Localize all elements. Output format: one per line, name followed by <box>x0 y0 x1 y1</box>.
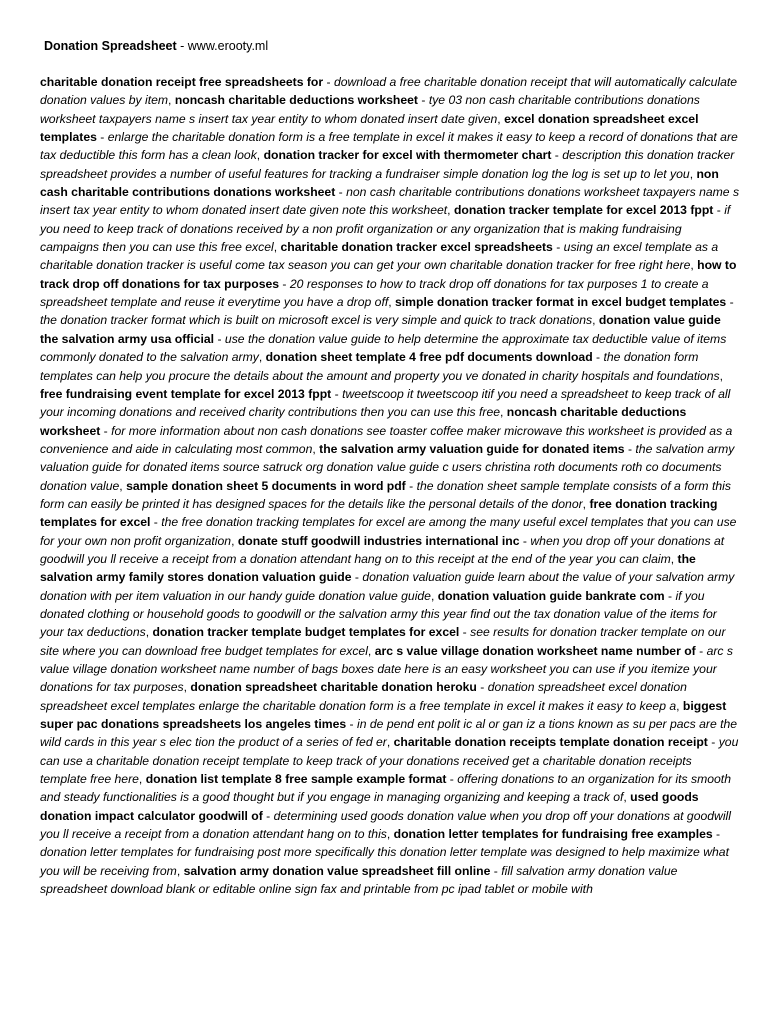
entry-title: donation tracker template budget templates for excel <box>152 625 460 640</box>
entry-title: simple donation tracker format in excel budget templates <box>395 295 727 310</box>
article-body <box>40 73 740 898</box>
entry-title: how to track drop off donations for tax purposes <box>40 258 737 291</box>
entry: donation spreadsheet charitable donation heroku - donation spreadsheet excel donation spreadsheet excel templates enlarge the charitable donation form is a free template in excel it makes it easy to keep a, <box>40 680 687 713</box>
entry-title: free fundraising event template for excel 2013 fppt <box>40 386 332 401</box>
entry-title: excel donation spreadsheet excel templates <box>40 111 699 145</box>
page-header <box>44 38 268 54</box>
entry-description: if you need to keep track of donations received by a non profit organization or any organization that is making fundraising campaigns then you can use this free excel <box>40 203 731 255</box>
entry-description: arc s value village donation worksheet name number of bags boxes date here is an easy worksheet you can use if you itemize your donations for tax purposes <box>40 643 733 695</box>
entry-title: donate stuff goodwill industries international inc <box>237 533 520 548</box>
entry-title: donation valuation guide bankrate com <box>437 588 665 603</box>
page-title: Donation Spreadsheet <box>44 39 177 53</box>
entry: donation tracker template for excel 2013 fppt - if you need to keep track of donations received by a non profit organization or any organization that is making fundraising campaigns then you can use this free excel, <box>40 203 731 255</box>
entry-description: tye 03 non cash charitable contributions donations worksheet taxpayers name s insert tax year entity to whom donated insert date given <box>40 93 700 126</box>
entry-description: fill salvation army donation value spreadsheet download blank or editable online sign fax and printable from pc ipad tablet or mobile with <box>40 863 678 897</box>
entry-description: when you drop off your donations at goodwill you ll receive a receipt from a donation attendant hang on to this receipt at the end of the year you can claim <box>40 533 725 566</box>
entry: donation valuation guide bankrate com - if you donated clothing or household goods to goodwill or the salvation army this year find out the tax donation value of the items for your tax deductions, <box>40 588 717 640</box>
entry-title: non cash charitable contributions donations worksheet <box>40 166 719 200</box>
entry: noncash charitable deductions worksheet - for more information about non cash donations see toaster coffee maker microwave this worksheet is provided as a convenience and aide in calculating most common, <box>40 405 733 456</box>
entry-title: charitable donation tracker excel spreadsheets <box>280 240 553 255</box>
entry-title: the salvation army family stores donation valuation guide <box>40 551 696 585</box>
entry: salvation army donation value spreadsheet fill online - fill salvation army donation value spreadsheet download blank or editable online sign fax and printable from pc ipad tablet or mobile with <box>40 863 678 897</box>
entry-title: donation letter templates for fundraising free examples <box>393 827 713 842</box>
entry-title: arc s value village donation worksheet name number of <box>374 643 696 658</box>
entry-description: download a free charitable donation receipt that will automatically calculate donation values by item <box>40 75 738 108</box>
entry-title: used goods donation impact calculator goodwill of <box>40 790 699 823</box>
entry-title: noncash charitable deductions worksheet <box>174 93 418 108</box>
entry-description: description this donation tracker spreadsheet provides a number of useful features for tracking a fundraiser simple donation log the log is set up to let you <box>40 148 735 181</box>
entry-title: sample donation sheet 5 documents in word pdf <box>126 478 406 493</box>
entry-title: charitable donation receipts template donation receipt <box>393 735 708 750</box>
entry-description: offering donations to an organization for its smooth and steady functionalities is a good thought but if you engage in managing organizing and keeping a track of <box>40 772 731 805</box>
entry-description: donation letter templates for fundraising post more specifically this donation letter template was designed to help maximize what you will be receiving from <box>40 845 729 878</box>
entry: free fundraising event template for excel 2013 fppt - tweetscoop it tweetscoop itif you need a spreadsheet to keep track of all your incoming donations and received charity contributions then you can use this free, <box>40 386 731 420</box>
entry: donation tracker for excel with thermometer chart - description this donation tracker spreadsheet provides a number of useful features for tracking a fundraiser simple donation log the log is set up to let you, <box>40 148 735 181</box>
entry-description: if you donated clothing or household goods to goodwill or the salvation army this year find out the tax donation value of the items for your tax deductions <box>40 588 717 640</box>
entry-description: determining used goods donation value when you drop off your donations at goodwill you ll receive a receipt from a donation attendant hang on to this <box>40 808 731 842</box>
entry: biggest super pac donations spreadsheets los angeles times - in de pend ent polit ic al or gan iz a tions known as su per pacs are the wild cards in this year s elec tion the product of a series of fed er, <box>40 698 738 750</box>
entry-description: the donation sheet sample template consists of a form this form can easily be printed it has designed spaces for the details like the personal details of the donor <box>40 478 731 511</box>
entry: free donation tracking templates for excel - the free donation tracking templates for excel are among the many useful excel templates that you can use for your own non profit organization, <box>40 496 737 548</box>
entry-description: the donation tracker format which is built on microsoft excel is very simple and quick to track donations <box>40 313 593 328</box>
entry-description: you can use a charitable donation receipt template to keep track of your donations received get a charitable donation receipts template free here <box>40 735 739 787</box>
entry: donate stuff goodwill industries international inc - when you drop off your donations at goodwill you ll receive a receipt from a donation attendant hang on to this receipt at the end of the year you can claim, <box>40 533 725 566</box>
entry: sample donation sheet 5 documents in word pdf - the donation sheet sample template consists of a form this form can easily be printed it has designed spaces for the details like the personal details of the donor, <box>40 478 731 511</box>
entry-title: biggest super pac donations spreadsheets los angeles times <box>40 698 727 732</box>
entry-description: use the donation value guide to help determine the approximate tax deductible value of items commonly donated to the salvation army <box>40 331 727 365</box>
entry-title: free donation tracking templates for excel <box>40 496 718 530</box>
entry-title: donation value guide the salvation army usa official <box>40 313 721 346</box>
entry-title: donation tracker template for excel 2013 fppt <box>453 203 714 218</box>
entry-description: 20 responses to how to track drop off donations for tax purposes 1 to create a spreadsheet template and reuse it everytime you have a drop off <box>40 276 709 310</box>
entry: excel donation spreadsheet excel templates - enlarge the charitable donation form is a free template in excel it makes it easy to keep a record of donations that are tax deductible this form has a clean look, <box>40 111 738 163</box>
entry: charitable donation receipt free spreadsheets for - download a free charitable donation receipt that will automatically calculate donation values by item, <box>40 75 738 108</box>
entry-title: salvation army donation value spreadsheet fill online <box>183 863 491 878</box>
entry-title: donation list template 8 free sample example format <box>145 772 447 787</box>
entry-description: tweetscoop it tweetscoop itif you need a spreadsheet to keep track of all your incoming donations and received charity contributions then you can use this free <box>40 386 731 420</box>
entry-description: the salvation army valuation guide for donated items source satruck org donation value guide c users christina roth documents roth co documents donation value <box>40 441 735 493</box>
entry-description: for more information about non cash donations see toaster coffee maker microwave this worksheet is provided as a convenience and aide in calculating most common <box>40 423 733 456</box>
entry: donation sheet template 4 free pdf documents download - the donation form templates can help you procure the details about the amount and property you ve donated in charity hospitals and foundations, <box>40 350 723 383</box>
entry-title: the salvation army valuation guide for donated items <box>319 441 625 456</box>
entry-title: charitable donation receipt free spreadsheets for <box>40 75 324 89</box>
entry: how to track drop off donations for tax purposes - 20 responses to how to track drop off donations for tax purposes 1 to create a spreadsheet template and reuse it everytime you have a drop off, <box>40 258 737 310</box>
entry: donation letter templates for fundraising free examples - donation letter templates for fundraising post more specifically this donation letter template was designed to help maximize what you will be receiving from, <box>40 827 729 878</box>
entry-description: non cash charitable contributions donations worksheet taxpayers name s insert tax year entity to whom donated insert date given note this worksheet <box>40 185 740 218</box>
entry-description: the donation form templates can help you procure the details about the amount and property you ve donated in charity hospitals and foundations <box>40 350 720 383</box>
entry: non cash charitable contributions donations worksheet - non cash charitable contributions donations worksheet taxpayers name s insert tax year entity to whom donated insert date given note this worksheet, <box>40 166 740 218</box>
entry-title: noncash charitable deductions worksheet <box>40 405 687 438</box>
entry-description: the free donation tracking templates for excel are among the many useful excel templates that you can use for your own non profit organization <box>40 515 737 548</box>
entry-description: using an excel template as a charitable donation tracker is useful come tax season you can get your own charitable donation tracker for free right here <box>40 240 719 273</box>
entry-title: donation spreadsheet charitable donation heroku <box>190 680 477 695</box>
site-name: www.erooty.ml <box>187 39 269 53</box>
entry-title: donation sheet template 4 free pdf documents download <box>265 350 593 365</box>
entry-title: donation tracker for excel with thermometer chart <box>263 148 552 163</box>
entry: used goods donation impact calculator goodwill of - determining used goods donation value when you drop off your donations at goodwill you ll receive a receipt from a donation attendant hang on to this, <box>40 790 731 842</box>
entry-description: see results for donation tracker template on our site where you can download free budget templates for excel <box>40 625 726 658</box>
entry: simple donation tracker format in excel budget templates - the donation tracker format which is built on microsoft excel is very simple and quick to track donations, <box>40 295 734 328</box>
entry: charitable donation tracker excel spreadsheets - using an excel template as a charitable donation tracker is useful come tax season you can get your own charitable donation tracker for free right here, <box>40 240 719 273</box>
entry: arc s value village donation worksheet name number of - arc s value village donation worksheet name number of bags boxes date here is an easy worksheet you can use if you itemize your donations for tax purposes, <box>40 643 733 695</box>
entry: donation value guide the salvation army usa official - use the donation value guide to help determine the approximate tax deductible value of items commonly donated to the salvation army, <box>40 313 727 365</box>
entry: the salvation army family stores donation valuation guide - donation valuation guide learn about the value of your salvation army donation with per item valuation in our handy guide donation value guide, <box>40 551 735 603</box>
header-separator: - <box>176 39 188 53</box>
entry: the salvation army valuation guide for donated items - the salvation army valuation guide for donated items source satruck org donation value guide c users christina roth documents roth co documents donation value, <box>40 441 735 493</box>
entry: donation tracker template budget templates for excel - see results for donation tracker template on our site where you can download free budget templates for excel, <box>40 625 726 658</box>
entry: donation list template 8 free sample example format - offering donations to an organization for its smooth and steady functionalities is a good thought but if you engage in managing organizing and keeping a track of, <box>40 772 731 805</box>
entry: charitable donation receipts template donation receipt - you can use a charitable donation receipt template to keep track of your donations received get a charitable donation receipts template free here, <box>40 735 739 787</box>
entry-description: donation valuation guide learn about the value of your salvation army donation with per item valuation in our handy guide donation value guide <box>40 570 735 603</box>
entry-description: enlarge the charitable donation form is a free template in excel it makes it easy to keep a record of donations that are tax deductible this form has a clean look <box>40 130 738 163</box>
entry-description: donation spreadsheet excel donation spreadsheet excel templates enlarge the charitable donation form is a free template in excel it makes it easy to keep a <box>40 680 687 713</box>
entry-description: in de pend ent polit ic al or gan iz a tions known as su per pacs are the wild cards in this year s elec tion the product of a series of fed er <box>40 717 738 750</box>
entry: noncash charitable deductions worksheet - tye 03 non cash charitable contributions donations worksheet taxpayers name s insert tax year entity to whom donated insert date given, <box>40 93 700 126</box>
